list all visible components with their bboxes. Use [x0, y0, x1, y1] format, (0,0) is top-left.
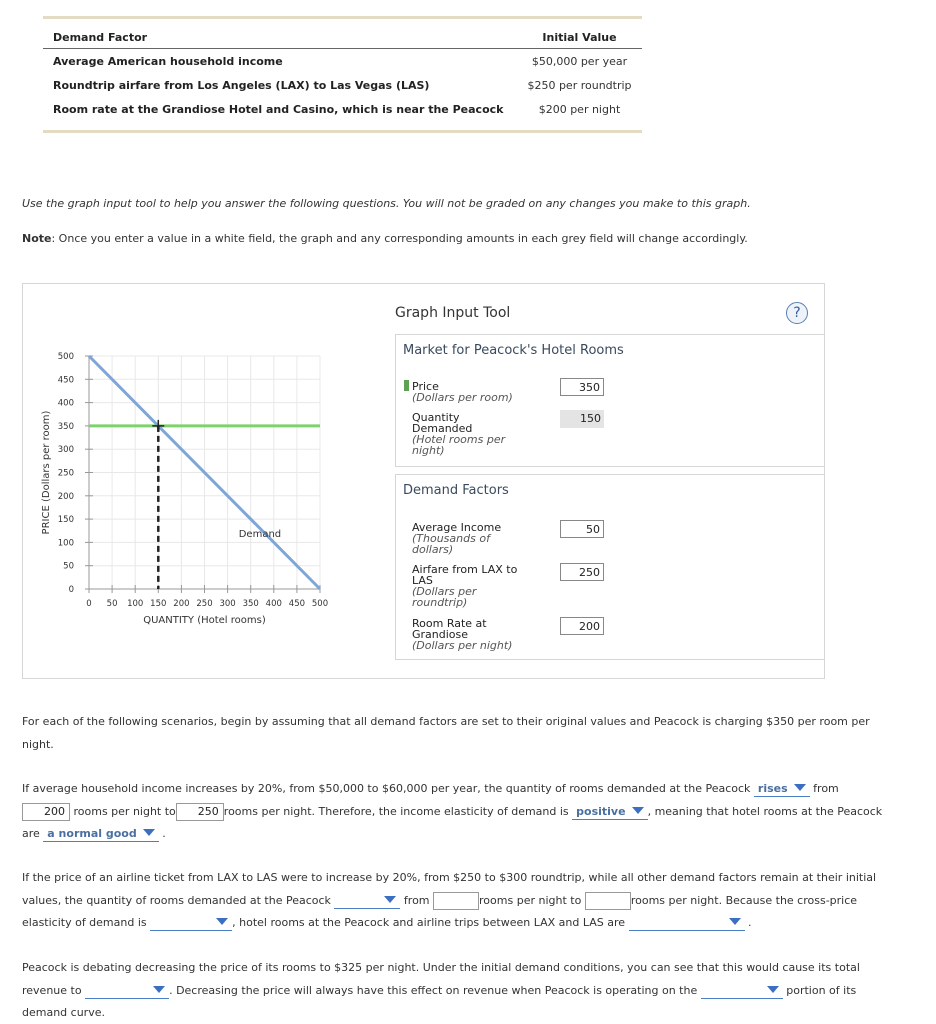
factor-value: $250 per roundtrip [527, 79, 632, 92]
from-quantity-input[interactable]: 200 [22, 803, 70, 821]
note-body: : Once you enter a value in a white field, the graph and any corresponding amounts in each grey field will change accordingly. [51, 232, 748, 245]
graph-panel [22, 283, 825, 679]
x-tick-label: 400 [265, 599, 282, 609]
y-tick-label: 50 [63, 561, 74, 572]
airfare-to-input[interactable] [585, 892, 631, 910]
x-tick-label: 250 [196, 599, 213, 609]
demand-graph[interactable] [23, 284, 383, 680]
y-axis-label: PRICE (Dollars per room) [41, 410, 52, 535]
col-header-factor: Demand Factor [43, 19, 517, 49]
note-text [22, 232, 748, 245]
demand-factor-table [43, 16, 642, 133]
dropdown-cross-price-elasticity[interactable] [150, 916, 232, 931]
note-label: Note [22, 232, 52, 245]
x-tick-label: 500 [311, 599, 329, 609]
airfare-from-input[interactable] [433, 892, 479, 910]
chevron-down-icon [632, 807, 644, 814]
room-rate-label: Room Rate at Grandiose (Dollars per night) [412, 617, 513, 652]
question-income: If average household income increases by 20%, from $50,000 to $60,000 per year, the quantity of rooms demanded at the Peacock rises from 200 rooms per night to 250 rooms per night. Therefore, the income elasticity of demand is positive , meaning that hotel rooms at the Peacock are a normal good . [22, 782, 883, 840]
x-tick-label: 150 [150, 599, 167, 609]
airfare-input[interactable] [560, 563, 604, 581]
price-swatch [404, 380, 409, 391]
factor-value: $200 per night [538, 103, 621, 116]
chevron-down-icon [216, 918, 228, 925]
y-tick-label: 500 [57, 352, 74, 362]
income-input[interactable] [560, 520, 604, 538]
room-rate-input[interactable] [560, 617, 604, 635]
x-axis-label: QUANTITY (Hotel rooms) [143, 615, 266, 626]
chevron-down-icon [384, 896, 396, 903]
scenario-intro: For each of the following scenarios, begin by assuming that all demand factors are set to their original values and Peacock is charging $350 per room per night. [22, 715, 870, 751]
y-tick-label: 150 [57, 515, 74, 526]
factor-name: Roundtrip airfare from Los Angeles (LAX) to Las Vegas (LAS) [53, 79, 430, 92]
instructions-text: Use the graph input tool to help you answer the following questions. You will not be graded on any changes you make to this graph. [22, 197, 751, 210]
x-tick-label: 0 [86, 599, 92, 609]
price-input[interactable] [560, 378, 604, 396]
y-tick-label: 200 [57, 491, 74, 502]
dropdown-airfare-quantity-change[interactable] [334, 894, 400, 909]
chevron-down-icon [143, 829, 155, 836]
y-tick-label: 450 [57, 375, 74, 386]
dropdown-demand-portion[interactable] [701, 984, 783, 999]
chevron-down-icon [153, 986, 165, 993]
table-row [43, 97, 642, 130]
chevron-down-icon [767, 986, 779, 993]
question-airfare: If the price of an airline ticket from LAX to LAS were to increase by 20%, from $250 to $300 roundtrip, while all other demand factors remain at their initial values, the quantity of rooms demanded at the Peacock from rooms per night to rooms per night. Because the cross-price elasticity of demand is , hotel rooms at the Peacock and airline trips between LAX and LAS are . [22, 871, 877, 929]
demand-curve-label: Demand [238, 529, 282, 541]
dropdown-goods-relationship[interactable] [629, 916, 745, 931]
y-tick-label: 350 [57, 421, 74, 432]
y-tick-label: 300 [57, 445, 74, 456]
airfare-label: Airfare from LAX to LAS (Dollars per roundtrip) [412, 563, 518, 609]
income-label: Average Income (Thousands of dollars) [412, 521, 502, 556]
x-tick-label: 50 [106, 599, 118, 609]
to-quantity-input[interactable]: 250 [176, 803, 224, 821]
table-row [43, 73, 642, 97]
dropdown-good-type[interactable]: a normal good [43, 827, 158, 842]
factor-name: Average American household income [53, 55, 283, 68]
chevron-down-icon [794, 784, 806, 791]
market-title: Market for Peacock's Hotel Rooms [403, 343, 624, 358]
price-label: Price (Dollars per room) [412, 380, 513, 403]
y-tick-label: 0 [68, 585, 74, 595]
table-row [43, 49, 642, 74]
dropdown-income-elasticity[interactable]: positive [572, 805, 647, 820]
y-tick-label: 250 [57, 468, 74, 479]
factor-value: $50,000 per year [531, 55, 628, 68]
graph-input-tool-title: Graph Input Tool [395, 305, 511, 321]
y-tick-label: 100 [57, 538, 74, 549]
question-revenue: Peacock is debating decreasing the price of its rooms to $325 per night. Under the initial demand conditions, you can see that this would cause its total revenue to . Decreasing the price will always have this effect on revenue when Peacock is operating on the portion of its demand curve. [22, 961, 860, 1019]
help-icon[interactable]: ? [786, 302, 808, 324]
x-tick-label: 100 [127, 599, 144, 609]
factor-name: Room rate at the Grandiose Hotel and Casino, which is near the Peacock [53, 103, 504, 116]
market-box [395, 334, 825, 467]
demand-factors-box [395, 474, 825, 660]
chevron-down-icon [729, 918, 741, 925]
x-tick-label: 350 [242, 599, 259, 609]
x-tick-label: 200 [173, 599, 190, 609]
dropdown-revenue-change[interactable] [85, 984, 169, 999]
quantity-value: 150 [560, 410, 604, 428]
col-header-value: Initial Value [517, 19, 642, 49]
y-tick-label: 400 [57, 398, 74, 409]
demand-factors-title: Demand Factors [403, 483, 509, 498]
x-tick-label: 300 [219, 599, 236, 609]
dropdown-quantity-change[interactable]: rises [754, 782, 810, 797]
x-tick-label: 450 [288, 599, 306, 609]
quantity-label: Quantity Demanded (Hotel rooms per night) [412, 411, 506, 457]
